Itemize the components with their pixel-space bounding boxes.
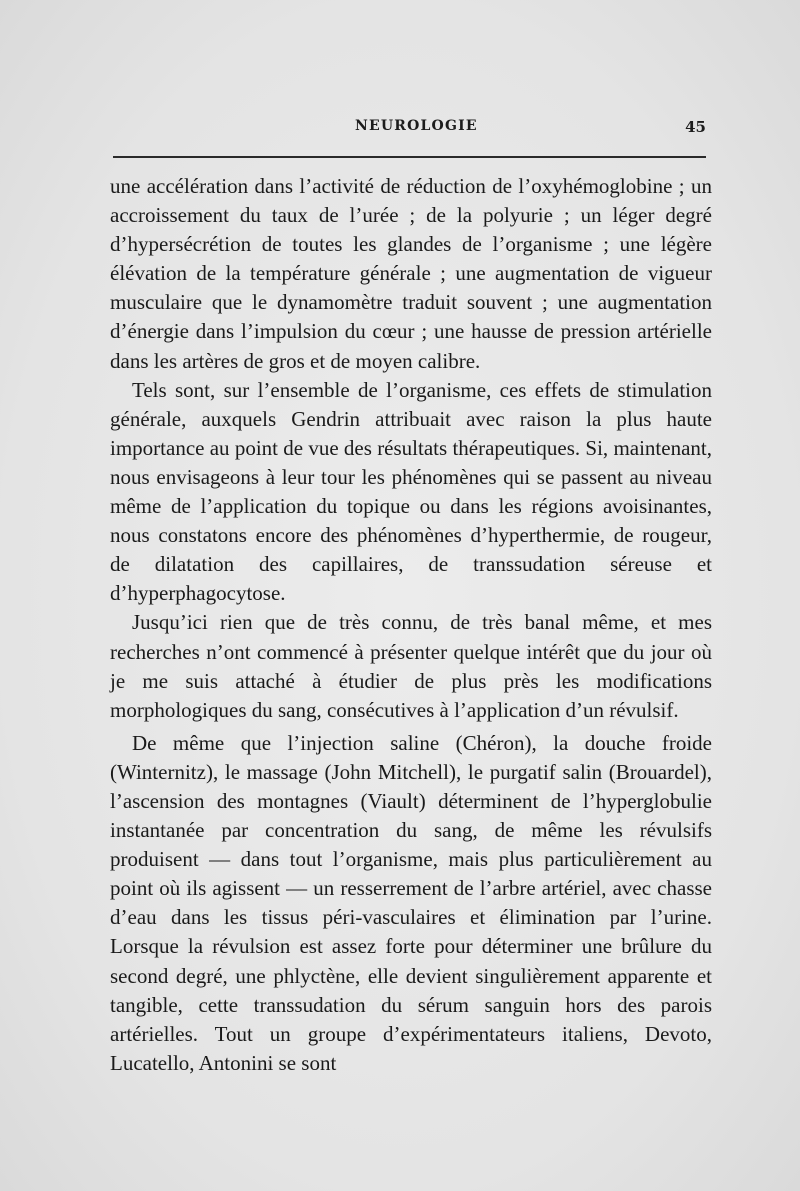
page-header — [112, 118, 712, 138]
page-number: 45 — [685, 118, 706, 136]
header-rule — [113, 156, 706, 158]
paragraph-1: une accélération dans l’activité de réduction de l’oxyhémoglobine ; un accroissement du taux de l’urée ; de la polyurie ; un léger degré d’hypersécrétion de toutes les glandes de l’organisme ; une légère élévation de la température générale ; une augmentation de vigueur musculaire que le dynamomètre traduit souvent ; une augmentation d’énergie dans l’impulsion du cœur ; une hausse de pression artérielle dans les artères de gros et de moyen calibre. — [110, 174, 712, 373]
running-title: NEUROLOGIE — [355, 118, 478, 134]
body-text — [110, 172, 712, 1078]
paragraph-3: Jusqu’ici rien que de très connu, de très banal même, et mes recherches n’ont commencé à présenter quelque intérêt que du jour où je me suis attaché à étudier de plus près les modifications morphologiques du sang, consécutives à l’application d’un révulsif. — [110, 610, 712, 722]
paragraph-2: Tels sont, sur l’ensemble de l’organisme, ces effets de stimulation générale, auxquels Gendrin attribuait avec raison la plus haute importance au point de vue des résultats thérapeutiques. Si, maintenant, nous envisageons à leur tour les phénomènes qui se passent au niveau même de l’application du topique ou dans les régions avoisinantes, nous constatons encore des phénomènes d’hyperthermie, de rougeur, de dilatation des capillaires, de transsudation séreuse et d’hyperphagocytose. — [110, 377, 712, 606]
paragraph-4: De même que l’injection saline (Chéron), la douche froide (Winternitz), le massage (John Mitchell), le purgatif salin (Brouardel), l’ascension des montagnes (Viault) déterminent de l’hyperglobulie instantanée par concentration du sang, de même les révulsifs produisent — dans tout l’organisme, mais plus particulièrement au point où ils agissent — un resserrement de l’arbre artériel, avec chasse d’eau dans les tissus péri-vasculaires et élimination par l’urine. Lorsque la révulsion est assez forte pour déterminer une brûlure du second degré, une phlyctène, elle devient singulièrement apparente et tangible, cette transsudation du sérum sanguin hors des parois artérielles. Tout un groupe d’expérimentateurs italiens, Devoto, Lucatello, Antonini se sont — [110, 730, 712, 1075]
